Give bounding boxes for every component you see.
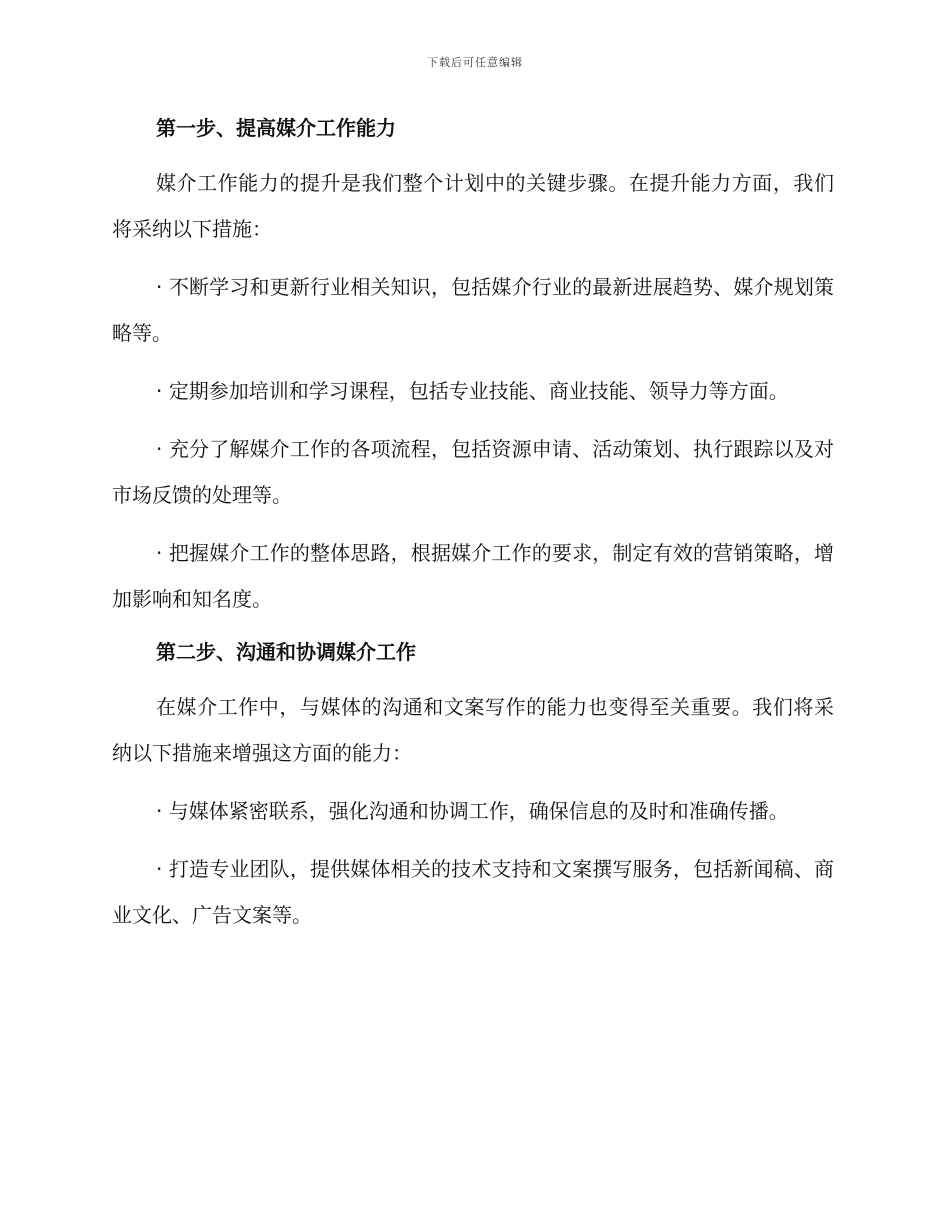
page-header: 下载后可任意编辑: [427, 56, 523, 69]
bullet-paragraph: · 充分了解媒介工作的各项流程，包括资源申请、活动策划、执行跟踪以及对市场反馈的处理等。: [112, 437, 834, 507]
paragraph: 在媒介工作中，与媒体的沟通和文案写作的能力也变得至关重要。我们将采纳以下措施来增强这方面的能力：: [112, 695, 834, 765]
section-heading: 第二步、沟通和协调媒介工作: [156, 640, 416, 664]
bullet-paragraph: · 与媒体紧密联系，强化沟通和协调工作，确保信息的及时和准确传播。: [156, 799, 789, 823]
paragraph: 媒介工作能力的提升是我们整个计划中的关键步骤。在提升能力方面，我们将采纳以下措施：: [112, 171, 834, 241]
bullet-paragraph: · 把握媒介工作的整体思路，根据媒介工作的要求，制定有效的营销策略，增加影响和知名度。: [112, 541, 834, 611]
bullet-paragraph: · 打造专业团队，提供媒体相关的技术支持和文案撰写服务，包括新闻稿、商业文化、广告文案等。: [112, 857, 834, 927]
bullet-paragraph: · 定期参加培训和学习课程，包括专业技能、商业技能、领导力等方面。: [156, 379, 789, 403]
bullet-paragraph: · 不断学习和更新行业相关知识，包括媒介行业的最新进展趋势、媒介规划策略等。: [112, 275, 834, 345]
section-heading: 第一步、提高媒介工作能力: [156, 116, 396, 140]
document-body: [112, 110, 834, 938]
